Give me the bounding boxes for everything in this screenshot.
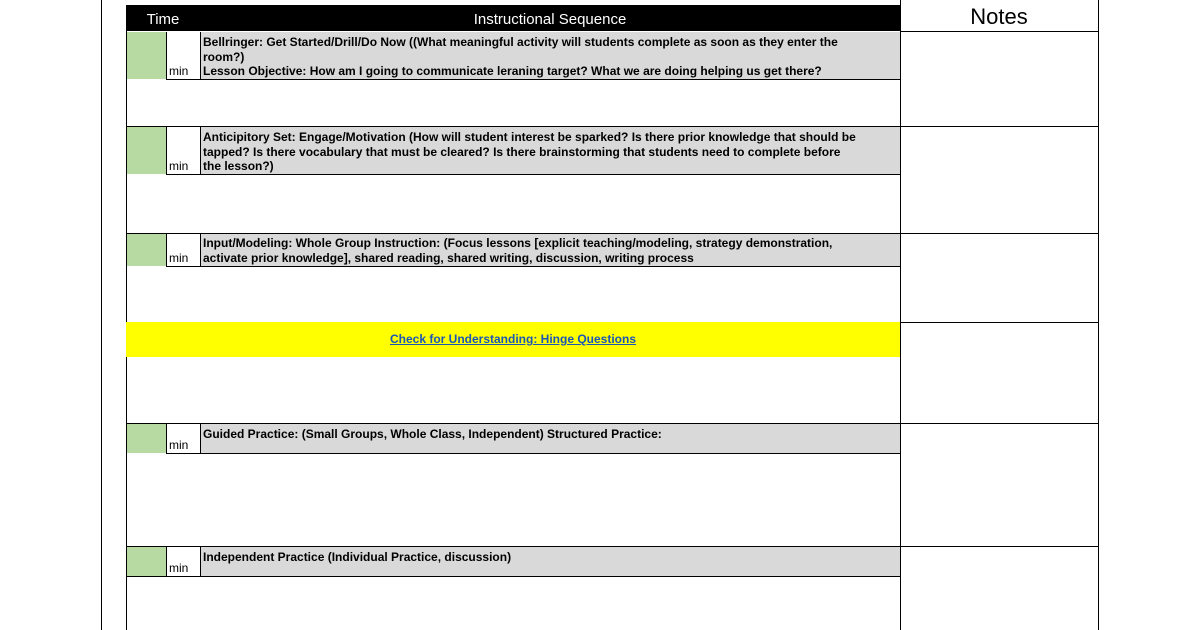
- cell-divider: [166, 424, 167, 453]
- prompt-line: activate prior knowledge], shared reading, shared writing, discussion, writing process: [203, 250, 694, 265]
- prompt-line: Input/Modeling: Whole Group Instruction: (Focus lessons [explicit teaching/modeling, strategy demonstration,: [203, 236, 833, 250]
- cell-divider: [200, 547, 201, 576]
- prompt-line: Lesson Objective: How am I going to communicate leraning target? What we are doing helping us get there?: [203, 64, 822, 78]
- prompt-bottom-border: [166, 453, 900, 454]
- minutes-label: min: [169, 64, 189, 78]
- input-modeling-prompt-text: [203, 236, 832, 265]
- cell-divider: [166, 32, 167, 79]
- minutes-label: min: [169, 438, 189, 452]
- time-column-header: Time: [146, 11, 180, 28]
- sequence-column-header: Instructional Sequence: [473, 11, 627, 28]
- prompt-bottom-border: [166, 174, 900, 175]
- cell-divider: [200, 424, 201, 453]
- anticipatory-prompt-text: [203, 130, 856, 174]
- prompt-line: Anticipitory Set: Engage/Motivation (How will student interest be sparked? Is there prior knowledge that should be: [203, 130, 856, 144]
- prompt-bottom-border: [166, 266, 900, 267]
- cell-divider: [200, 32, 201, 79]
- prompt-line: Independent Practice (Individual Practice, discussion): [203, 550, 512, 564]
- time-entry-cell[interactable]: [127, 547, 166, 576]
- notes-header-divider: [900, 31, 1098, 32]
- cell-divider: [200, 234, 201, 266]
- notes-column-header: Notes: [970, 4, 1028, 29]
- minutes-label: min: [169, 561, 189, 575]
- page-right-edge: [1098, 0, 1099, 630]
- time-entry-cell[interactable]: [127, 424, 166, 453]
- page-left-edge: [101, 0, 102, 630]
- cell-divider: [166, 127, 167, 174]
- time-entry-cell[interactable]: [127, 234, 166, 266]
- minutes-label: min: [169, 251, 189, 265]
- minutes-label: min: [169, 159, 189, 173]
- cell-divider: [200, 127, 201, 174]
- prompt-line: tapped? Is there vocabulary that must be cleared? Is there brainstorming that students need to complete before: [203, 144, 841, 159]
- prompt-line: room?): [203, 49, 245, 64]
- prompt-bottom-border: [166, 79, 900, 80]
- cell-divider: [166, 547, 167, 576]
- time-entry-cell[interactable]: [127, 32, 166, 79]
- prompt-line: the lesson?): [203, 159, 274, 173]
- independent-practice-prompt-text: [203, 550, 511, 565]
- notes-column-divider: [900, 0, 901, 630]
- cell-divider: [166, 234, 167, 266]
- prompt-line: Guided Practice: (Small Groups, Whole Class, Independent) Structured Practice:: [203, 427, 662, 441]
- prompt-bottom-border: [126, 576, 900, 577]
- guided-practice-prompt-text: [203, 427, 662, 442]
- hinge-questions-link[interactable]: Check for Understanding: Hinge Questions: [389, 332, 637, 346]
- bellringer-prompt-text: [203, 35, 838, 79]
- prompt-line: Bellringer: Get Started/Drill/Do Now ((What meaningful activity will students complete as soon as they enter the: [203, 35, 838, 49]
- time-entry-cell[interactable]: [127, 127, 166, 174]
